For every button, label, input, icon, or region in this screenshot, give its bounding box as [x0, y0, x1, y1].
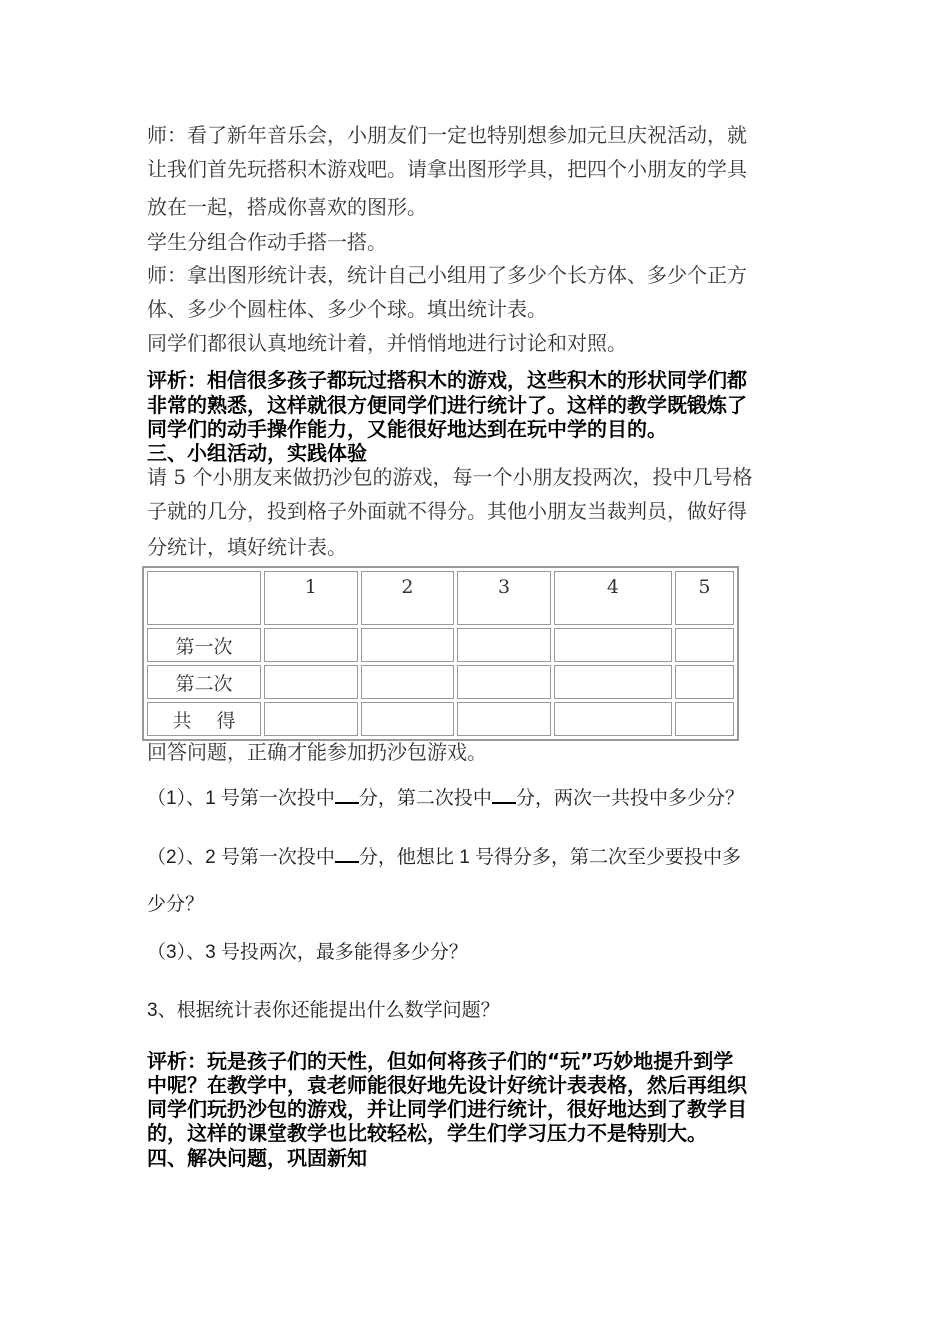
paragraph-line: 师：看了新年音乐会，小朋友们一定也特别想参加元旦庆祝活动，就 [147, 123, 747, 147]
answer-blank [335, 784, 359, 804]
review-line: 非常的熟悉，这样就很方便同学们进行统计了。这样的教学既锻炼了 [147, 393, 747, 417]
question-1 [147, 784, 812, 814]
paragraph-line: 分统计，填好统计表。 [147, 535, 347, 559]
question-2-continued: 少分？ [147, 894, 205, 915]
answer-blank [335, 843, 359, 863]
table-header-cell: 1 [264, 571, 358, 625]
table-cell [264, 665, 358, 699]
review-line: 评析：玩是孩子们的天性，但如何将孩子们的“玩”巧妙地提升到学 [147, 1049, 734, 1073]
row-label: 第二次 [147, 665, 261, 699]
table-cell [675, 702, 734, 736]
table-cell [554, 665, 672, 699]
question-2 [147, 843, 812, 873]
question-4: 3、根据统计表你还能提出什么数学问题？ [147, 1000, 500, 1021]
table-row [147, 702, 734, 736]
question-text: 分，第二次投中 [358, 788, 492, 809]
paragraph-line: 子就的几分，投到格子外面就不得分。其他小朋友当裁判员，做好得 [147, 499, 747, 523]
question-text: （2）、2 号第一次投中 [147, 847, 335, 868]
table-header-cell [147, 571, 261, 625]
table-header-cell: 4 [554, 571, 672, 625]
table-cell [264, 702, 358, 736]
table-cell [675, 665, 734, 699]
review-line: 评析：相信很多孩子都玩过搭积木的游戏，这些积木的形状同学们都 [147, 368, 747, 392]
table-header-row [147, 571, 734, 625]
question-text: 分，他想比 1 号得分多，第二次至少要投中多 [358, 847, 742, 868]
question-3: （3）、3 号投两次，最多能得多少分？ [147, 942, 468, 963]
table-header-cell: 5 [675, 571, 734, 625]
section-heading: 四、解决问题，巩固新知 [147, 1146, 367, 1170]
table-cell [361, 702, 455, 736]
table-cell [361, 665, 455, 699]
table-cell [264, 628, 358, 662]
paragraph-line: 放在一起，搭成你喜欢的图形。 [147, 195, 427, 219]
review-line: 同学们玩扔沙包的游戏，并让同学们进行统计，很好地达到了教学目 [147, 1097, 747, 1121]
table-cell [457, 665, 551, 699]
score-table [142, 566, 739, 741]
table-cell [554, 702, 672, 736]
table-header-cell: 3 [457, 571, 551, 625]
table-cell [554, 628, 672, 662]
table-row [147, 665, 734, 699]
table-header-cell: 2 [361, 571, 455, 625]
questions-intro: 回答问题，正确才能参加扔沙包游戏。 [147, 740, 487, 764]
table-cell [675, 628, 734, 662]
table-cell [457, 702, 551, 736]
row-label: 第一次 [147, 628, 261, 662]
table-cell [457, 628, 551, 662]
question-text: 分，两次一共投中多少分？ [515, 788, 744, 809]
row-label: 共 得 [147, 702, 261, 736]
review-line: 中呢？在教学中，袁老师能很好地先设计好统计表表格，然后再组织 [147, 1073, 747, 1097]
table-row [147, 628, 734, 662]
review-line: 同学们的动手操作能力，又能很好地达到在玩中学的目的。 [147, 417, 667, 441]
answer-blank [492, 784, 516, 804]
review-line: 的，这样的课堂教学也比较轻松，学生们学习压力不是特别大。 [147, 1121, 707, 1145]
paragraph-line: 请 5 个小朋友来做扔沙包的游戏，每一个小朋友投两次，投中几号格 [147, 465, 753, 489]
table-cell [361, 628, 455, 662]
section-heading: 三、小组活动，实践体验 [147, 441, 367, 465]
paragraph-line: 学生分组合作动手搭一搭。 [147, 230, 387, 254]
paragraph-line: 师：拿出图形统计表，统计自己小组用了多少个长方体、多少个正方 [147, 263, 747, 287]
question-text: （1）、1 号第一次投中 [147, 788, 335, 809]
paragraph-line: 同学们都很认真地统计着，并悄悄地进行讨论和对照。 [147, 331, 627, 355]
paragraph-line: 体、多少个圆柱体、多少个球。填出统计表。 [147, 297, 547, 321]
paragraph-line: 让我们首先玩搭积木游戏吧。请拿出图形学具，把四个小朋友的学具 [147, 157, 747, 181]
